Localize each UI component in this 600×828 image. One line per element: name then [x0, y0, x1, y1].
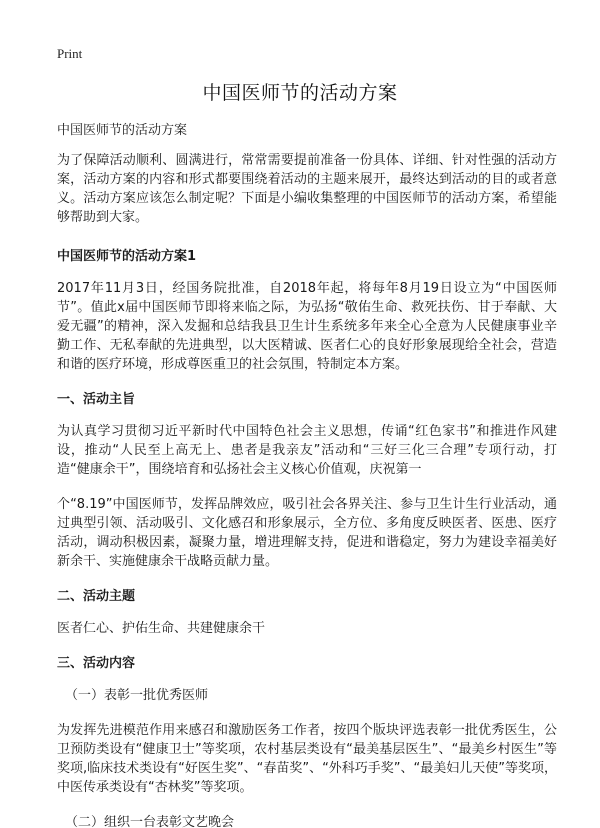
section1-paragraph-2: 个“8.19”中国医师节，发挥品牌效应，吸引社会各界关注、参与卫生计生行业活动，通过典型引领、活动吸引、文化感召和形象展示，全方位、多角度反映医者、医患、医疗活动，调动积极因素，凝聚力量，增进理解支持，促进和谐稳定，努力为建设幸福美好新余干、实施健康余干战略贡献力量。 — [57, 497, 557, 569]
section3-heading: 三、活动内容 — [57, 656, 136, 671]
print-link[interactable]: Print — [57, 46, 83, 61]
page-title: 中国医师节的活动方案 — [202, 82, 398, 104]
plan1-paragraph: 2017年11月3日，经国务院批准，自2018年起，将每年8月19日设立为“中国医师节”。值此x届中国医师节即将来临之际，为弘扬“敬佑生命、救死扶伤、甘于奉献、大爱无疆”的精神，深入发掘和总结我县卫生计生系统多年来全心全意为人民健康事业辛勤工作、无私奉献的先进典型，以大医精诚、医者仁心的良好形象展现给全社会，营造和谐的医疗环境，形成尊医重卫的社会氛围，特制定本方案。 — [57, 281, 557, 372]
section1-heading: 一、活动主旨 — [57, 392, 136, 407]
plan1-heading: 中国医师节的活动方案1 — [57, 249, 197, 264]
section1-paragraph-1: 为认真学习贯彻习近平新时代中国特色社会主义思想，传诵“红色家书”和推进作风建设，推动“人民至上高无上、患者是我亲友”活动和“三好三化三合理”专项行动，打造“健康余干”，围绕培育和弘扬社会主义核心价值观，庆祝第一 — [57, 424, 557, 477]
sub1-heading: （一）表彰一批优秀医师 — [65, 688, 209, 703]
sub1-paragraph: 为发挥先进模范作用来感召和激励医务工作者，按四个版块评选表彰一批优秀医生，公卫预防类设有“健康卫士”等奖项，农村基层类设有“最美基层医生”、“最美乡村医生”等奖项,临床技术类设有“好医生奖”、“春苗奖”、“外科巧手奖”、“最美妇儿天使”等奖项，中医传承类设有“杏林奖”等奖项。 — [57, 723, 558, 795]
section2-paragraph: 医者仁心、护佑生命、共建健康余干 — [57, 621, 266, 636]
intro-paragraph: 为了保障活动顺利、圆满进行，常常需要提前准备一份具体、详细、针对性强的活动方案，活动方案的内容和形式都要围绕着活动的主题来展开，最终达到活动的目的或者意义。活动方案应该怎么制定呢？下面是小编收集整理的中国医师节的活动方案，希望能够帮助到大家。 — [57, 153, 557, 225]
section2-heading: 二、活动主题 — [57, 589, 136, 604]
article-body — [57, 121, 557, 828]
sub2-heading: （二）组织一台表彰文艺晚会 — [65, 815, 235, 828]
article-subtitle: 中国医师节的活动方案 — [57, 123, 188, 138]
